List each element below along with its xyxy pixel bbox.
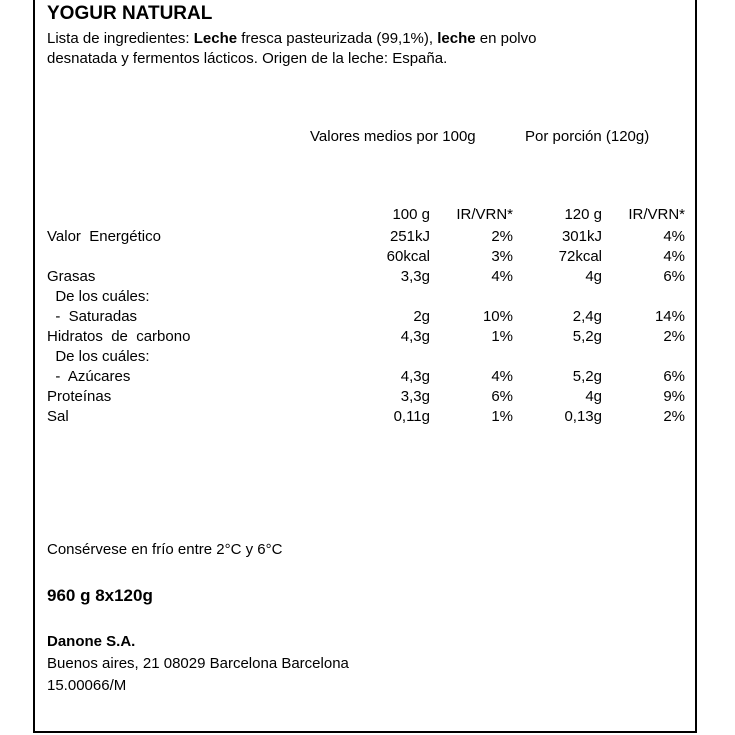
label-frame xyxy=(33,0,697,733)
value-120g: 0,13g xyxy=(564,408,602,425)
value-120g: 5,2g xyxy=(572,368,602,385)
ir-120g: 14% xyxy=(654,308,685,325)
ir-100g: 4% xyxy=(491,368,513,385)
value-100g: 4,3g xyxy=(400,328,430,345)
value-100g: 3,3g xyxy=(400,268,430,285)
ir-120g: 4% xyxy=(663,228,685,245)
net-weight: 960 g 8x120g xyxy=(47,586,153,605)
nutrient-label: Valor Energético xyxy=(47,228,161,245)
ir-100g: 10% xyxy=(482,308,513,325)
value-100g: 4,3g xyxy=(400,368,430,385)
nutrient-label: Hidratos de carbono xyxy=(47,328,191,345)
allergen-leche-1: Leche xyxy=(193,30,238,47)
value-100g: 60kcal xyxy=(386,248,430,265)
value-120g: 2,4g xyxy=(572,308,602,325)
ir-120g: 6% xyxy=(663,268,685,285)
subheader-ir-120: IR/VRN* xyxy=(628,206,685,223)
value-120g: 301kJ xyxy=(561,228,602,245)
nutrient-label: Proteínas xyxy=(47,388,112,405)
ingredients-line-2: desnatada y fermentos lácticos. Origen de la leche: España. xyxy=(47,50,448,67)
value-100g: 3,3g xyxy=(400,388,430,405)
allergen-leche-2: leche xyxy=(437,30,476,47)
value-120g: 4g xyxy=(585,268,602,285)
ingredients-line-1 xyxy=(47,30,536,48)
value-100g: 2g xyxy=(413,308,430,325)
ir-120g: 6% xyxy=(663,368,685,385)
value-100g: 0,11g xyxy=(393,408,430,425)
header-per-100g: Valores medios por 100g xyxy=(310,128,476,145)
ir-100g: 4% xyxy=(491,268,513,285)
value-120g: 72kcal xyxy=(558,248,602,265)
nutrient-label: - Saturadas xyxy=(47,308,138,325)
company-registry: 15.00066/M xyxy=(47,677,127,694)
value-100g: 251kJ xyxy=(389,228,430,245)
company-name: Danone S.A. xyxy=(47,633,136,650)
header-per-portion: Por porción (120g) xyxy=(525,128,650,145)
ir-100g: 6% xyxy=(491,388,513,405)
nutrient-label: Grasas xyxy=(47,268,96,285)
ingredients-text: fresca pasteurizada (99,1%), xyxy=(237,30,438,47)
product-title: YOGUR NATURAL xyxy=(47,3,213,24)
company-address: Buenos aires, 21 08029 Barcelona Barcelona xyxy=(47,655,349,672)
ir-100g: 2% xyxy=(491,228,513,245)
ir-100g: 1% xyxy=(491,408,513,425)
ir-120g: 2% xyxy=(663,408,685,425)
ingredients-prefix: Lista de ingredientes: xyxy=(47,30,194,47)
nutrient-label: De los cuáles: xyxy=(47,288,150,305)
subheader-100g: 100 g xyxy=(392,206,430,223)
nutrient-label: - Azúcares xyxy=(47,368,131,385)
ir-120g: 2% xyxy=(663,328,685,345)
nutrient-label: Sal xyxy=(47,408,69,425)
ingredients-text-end: en polvo xyxy=(475,30,537,47)
value-120g: 4g xyxy=(585,388,602,405)
ir-120g: 4% xyxy=(663,248,685,265)
subheader-ir-100: IR/VRN* xyxy=(456,206,513,223)
ir-100g: 1% xyxy=(491,328,513,345)
value-120g: 5,2g xyxy=(572,328,602,345)
ir-100g: 3% xyxy=(491,248,513,265)
subheader-120g: 120 g xyxy=(564,206,602,223)
ir-120g: 9% xyxy=(663,388,685,405)
storage-instructions: Consérvese en frío entre 2°C y 6°C xyxy=(47,541,283,558)
nutrient-label: De los cuáles: xyxy=(47,348,150,365)
